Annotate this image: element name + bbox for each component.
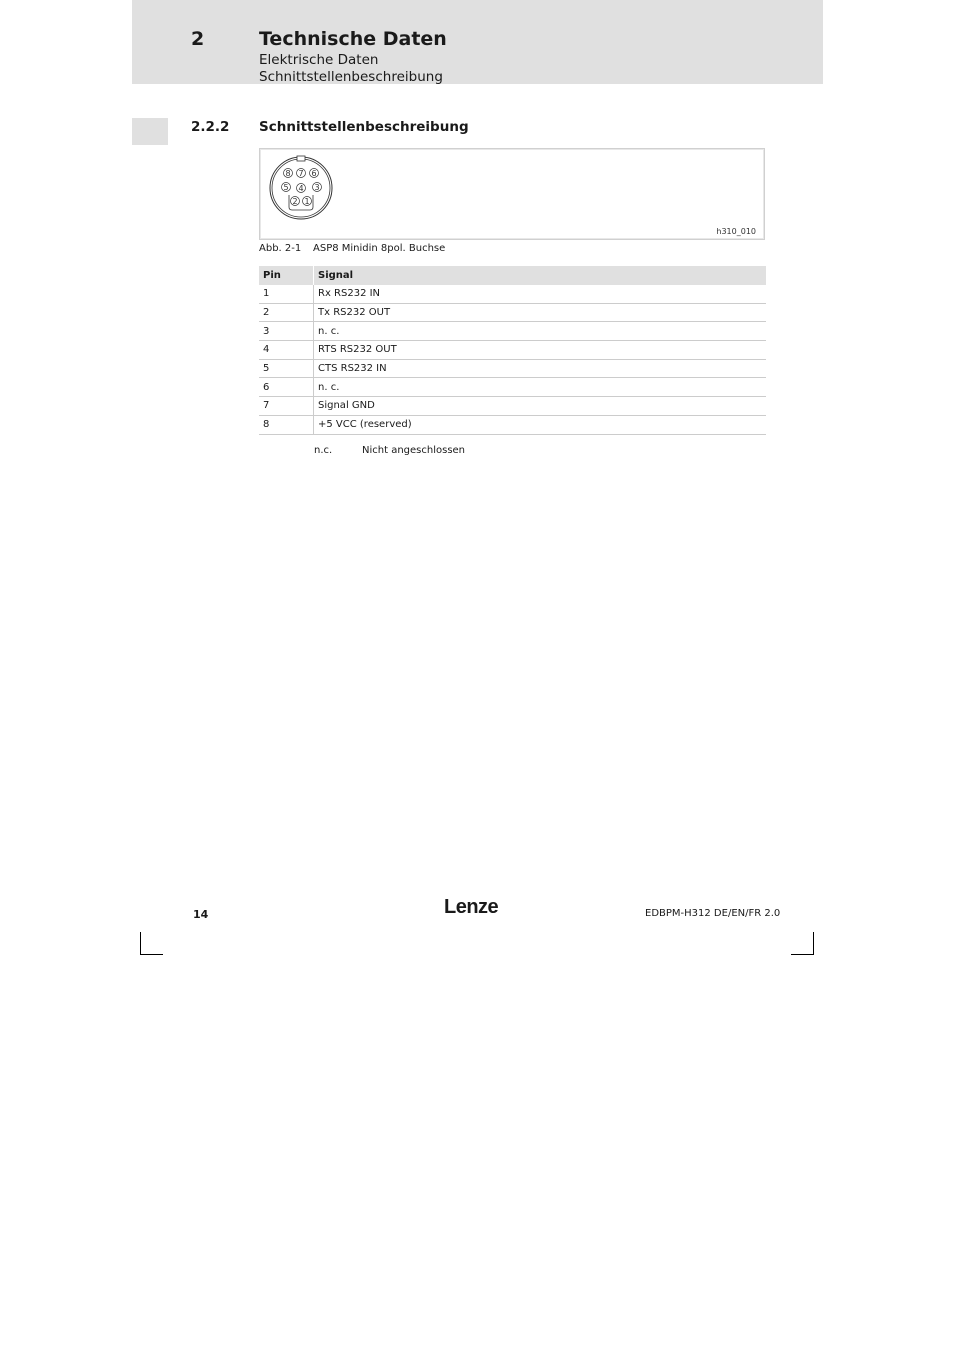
signal-cell: CTS RS232 IN: [314, 359, 767, 378]
pin-cell: 8: [259, 415, 314, 434]
pin-label: 7: [298, 169, 304, 178]
table-row: [259, 359, 766, 378]
pin-cell: 7: [259, 397, 314, 416]
table-row: [259, 303, 766, 322]
header-signal: Signal: [314, 266, 767, 285]
pin-label: 6: [311, 169, 317, 178]
subtitle-schnittstellen: Schnittstellenbeschreibung: [259, 69, 443, 85]
crop-mark-right: [813, 932, 814, 955]
pin-label: 2: [292, 197, 298, 206]
page-number: 14: [193, 908, 209, 921]
pin-label: 3: [314, 183, 320, 192]
crop-mark-left: [140, 954, 163, 955]
header-pin: Pin: [259, 266, 314, 285]
connector-figure: [259, 148, 765, 240]
signal-cell: Rx RS232 IN: [314, 285, 767, 303]
note-text: Nicht angeschlossen: [362, 445, 466, 456]
pin-cell: 2: [259, 303, 314, 322]
table-row: [259, 378, 766, 397]
table-row: [259, 415, 766, 434]
header-band: [132, 0, 823, 84]
subtitle-elektrische-daten: Elektrische Daten: [259, 52, 379, 68]
caption-label: Abb. 2-1: [259, 243, 302, 254]
signal-cell: n. c.: [314, 322, 767, 341]
crop-mark-left: [140, 932, 141, 955]
pin-label: 4: [298, 184, 304, 193]
caption-text: ASP8 Minidin 8pol. Buchse: [313, 243, 446, 254]
signal-cell: +5 VCC (reserved): [314, 415, 767, 434]
signal-cell: Signal GND: [314, 397, 767, 416]
signal-cell: n. c.: [314, 378, 767, 397]
document-code: EDBPM-H312 DE/EN/FR 2.0: [645, 908, 781, 919]
section-marker: [132, 118, 168, 145]
pin-cell: 6: [259, 378, 314, 397]
note-abbreviation: n.c.: [314, 445, 333, 456]
minidin-connector-diagram: [268, 154, 338, 224]
pin-cell: 3: [259, 322, 314, 341]
section-title: Schnittstellenbeschreibung: [259, 119, 469, 135]
signal-cell: Tx RS232 OUT: [314, 303, 767, 322]
table-row: [259, 397, 766, 416]
section-number: 2.2.2: [191, 119, 230, 135]
crop-mark-right: [791, 954, 814, 955]
pin-cell: 4: [259, 341, 314, 360]
figure-caption: [259, 243, 445, 254]
pin-label: 8: [285, 169, 291, 178]
pin-cell: 5: [259, 359, 314, 378]
figure-code: h310_010: [716, 227, 756, 236]
pin-label: 5: [283, 183, 289, 192]
table-row: [259, 341, 766, 360]
table-header-row: [259, 266, 766, 285]
chapter-number: 2: [191, 28, 205, 50]
signal-cell: RTS RS232 OUT: [314, 341, 767, 360]
table-row: [259, 322, 766, 341]
pin-cell: 1: [259, 285, 314, 303]
table-row: [259, 285, 766, 303]
lenze-logo: Lenze: [444, 896, 499, 918]
pin-label: 1: [304, 197, 310, 206]
chapter-title: Technische Daten: [259, 28, 447, 50]
pin-table: [259, 266, 766, 435]
